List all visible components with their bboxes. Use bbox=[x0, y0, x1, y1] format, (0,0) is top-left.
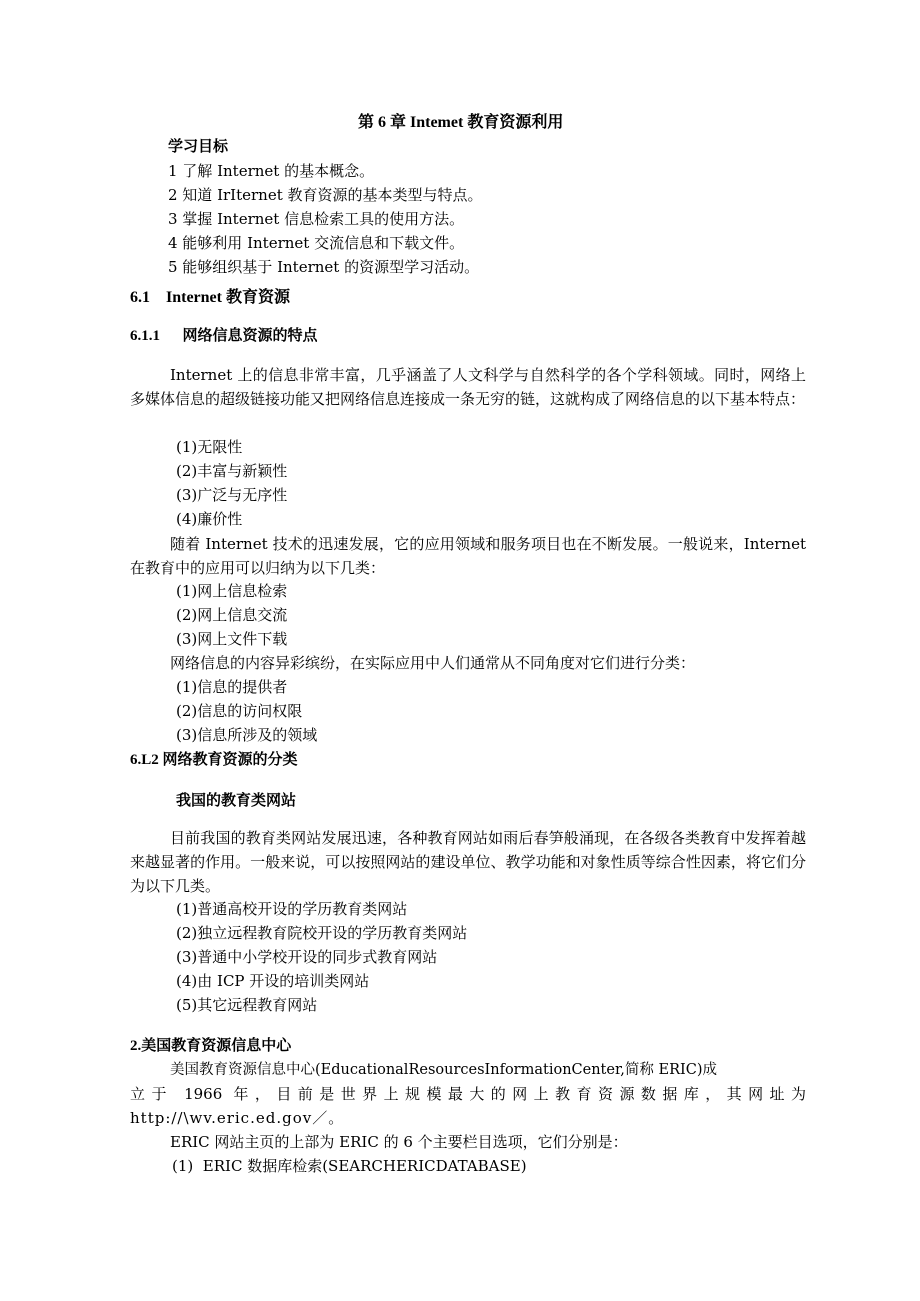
objective-item: 5 能够组织基于 Internet 的资源型学习活动。 bbox=[168, 258, 480, 276]
paragraph-classification: 网络信息的内容异彩缤纷，在实际应用中人们通常从不同角度对它们进行分类： bbox=[170, 654, 696, 672]
site-type-item: (3)普通中小学校开设的同步式教育网站 bbox=[176, 948, 438, 966]
section-heading-6-1: 6.1 Internet 教育资源 bbox=[130, 289, 290, 306]
paragraph-network-features bbox=[130, 363, 806, 411]
paragraph-text: 目前我国的教育类网站发展迅速，各种教育网站如雨后春笋般涌现，在各级各类教育中发挥着越来越显著的作用。一般来说，可以按照网站的建设单位、教学功能和对象性质等综合性因素，将它们分为以下几类。 bbox=[130, 829, 806, 895]
objective-item: 1 了解 Internet 的基本概念。 bbox=[168, 162, 375, 180]
classify-item: (3)信息所涉及的领域 bbox=[176, 726, 318, 744]
application-item: (2)网上信息交流 bbox=[176, 606, 288, 624]
paragraph-text: 随着 Internet 技术的迅速发展，它的应用领域和服务项目也在不断发展。一般说来，Internet 在教育中的应用可以归纳为以下几类： bbox=[130, 535, 806, 577]
objective-item: 4 能够利用 Internet 交流信息和下载文件。 bbox=[168, 234, 465, 252]
paragraph-china-sites bbox=[130, 826, 806, 898]
subsection-heading-eric: 2.美国教育资源信息中心 bbox=[130, 1038, 292, 1054]
paragraph-text: Internet 上的信息非常丰富，几乎涵盖了人文科学与自然科学的各个学科领域。同时，网络上多媒体信息的超级链接功能又把网络信息连接成一条无穷的链，这就构成了网络信息的以下基本特点： bbox=[130, 366, 806, 408]
site-type-item: (1)普通高校开设的学历教育类网站 bbox=[176, 900, 408, 918]
objective-item: 2 知道 IrIternet 教育资源的基本类型与特点。 bbox=[168, 186, 483, 204]
feature-item: (3)广泛与无序性 bbox=[176, 486, 288, 504]
site-type-item: (4)由 ICP 开设的培训类网站 bbox=[176, 972, 370, 990]
feature-item: (4)廉价性 bbox=[176, 510, 243, 528]
eric-url: http://\wv.eric.ed.gov／。 bbox=[130, 1109, 345, 1127]
section-heading-6-1-1: 6.1.1 网络信息资源的特点 bbox=[130, 328, 318, 344]
site-type-item: (2)独立远程教育院校开设的学历教育类网站 bbox=[176, 924, 468, 942]
objectives-heading: 学习目标 bbox=[168, 139, 229, 155]
subsection-heading-china-sites: 我国的教育类网站 bbox=[176, 793, 297, 809]
chapter-title: 第 6 章 Intemet 教育资源利用 bbox=[358, 114, 564, 131]
classify-item: (2)信息的访问权限 bbox=[176, 702, 303, 720]
paragraph-text: 立于 1966 年，目前是世界上规模最大的网上教育资源数据库，其网址为 bbox=[130, 1085, 806, 1103]
classify-item: (1)信息的提供者 bbox=[176, 678, 288, 696]
feature-item: (1)无限性 bbox=[176, 438, 243, 456]
eric-item: (1) ERIC 数据库检索(SEARCHERICDATABASE) bbox=[172, 1157, 527, 1175]
application-item: (1)网上信息检索 bbox=[176, 582, 288, 600]
eric-text-line bbox=[130, 1082, 806, 1106]
application-item: (3)网上文件下载 bbox=[176, 630, 288, 648]
eric-text-line: 美国教育资源信息中心(EducationalResourcesInformationCenter,简称 ERIC)成 bbox=[170, 1062, 718, 1078]
eric-paragraph: ERIC 网站主页的上部为 ERIC 的 6 个主要栏目选项，它们分别是： bbox=[170, 1133, 628, 1151]
site-type-item: (5)其它远程教育网站 bbox=[176, 996, 318, 1014]
paragraph-applications bbox=[130, 532, 806, 580]
section-heading-6-1-2: 6.L2 网络教育资源的分类 bbox=[130, 752, 298, 768]
objective-item: 3 掌握 Internet 信息检索工具的使用方法。 bbox=[168, 210, 465, 228]
feature-item: (2)丰富与新颖性 bbox=[176, 462, 288, 480]
